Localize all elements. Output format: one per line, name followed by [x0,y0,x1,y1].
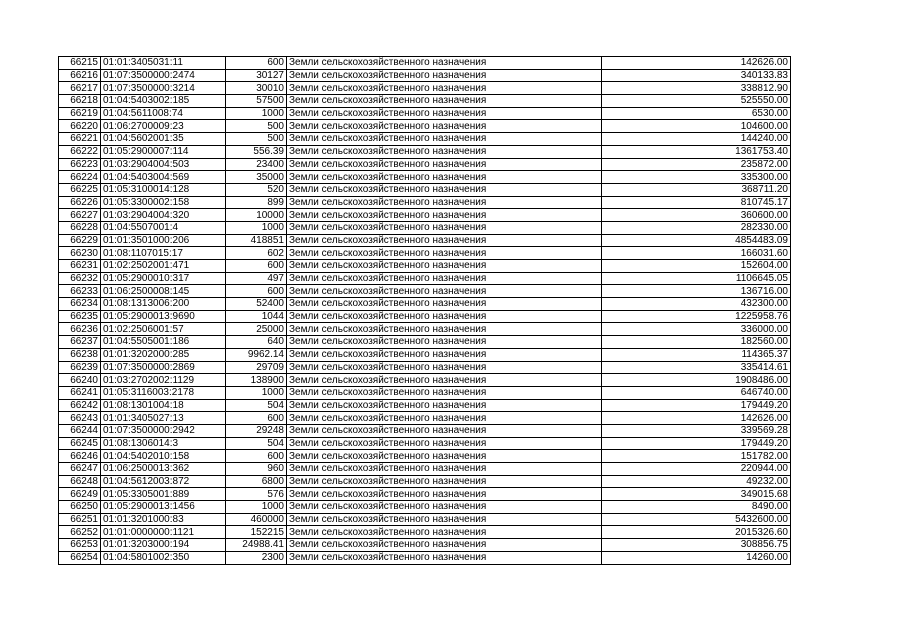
cadastral-cost-cell: 340133.83 [602,69,791,82]
cadastral-cost-cell: 810745.17 [602,196,791,209]
row-number-cell: 66222 [59,145,101,158]
row-number-cell: 66237 [59,336,101,349]
cadastral-number-cell: 01:08:1306014:3 [101,437,226,450]
land-category-cell: Земли сельскохозяйственного назначения [287,234,602,247]
table-row [59,221,791,234]
cadastral-number-cell: 01:01:3202000:285 [101,348,226,361]
area-cell: 600 [226,450,287,463]
cadastral-cost-cell: 5432600.00 [602,513,791,526]
row-number-cell: 66216 [59,69,101,82]
table-row [59,513,791,526]
cadastral-number-cell: 01:07:3500000:2869 [101,361,226,374]
table-row [59,310,791,323]
cadastral-cost-cell: 8490.00 [602,501,791,514]
land-category-cell: Земли сельскохозяйственного назначения [287,209,602,222]
row-number-cell: 66226 [59,196,101,209]
cadastral-cost-cell: 152604.00 [602,260,791,273]
table-body [59,57,791,565]
land-category-cell: Земли сельскохозяйственного назначения [287,323,602,336]
cadastral-number-cell: 01:05:3300002:158 [101,196,226,209]
cadastral-cost-cell: 308856.75 [602,539,791,552]
cadastral-cost-cell: 1361753.40 [602,145,791,158]
row-number-cell: 66228 [59,221,101,234]
cadastral-number-cell: 01:04:5602001:35 [101,133,226,146]
cadastral-cost-cell: 144240.00 [602,133,791,146]
table-row [59,501,791,514]
row-number-cell: 66230 [59,247,101,260]
table-row [59,285,791,298]
area-cell: 1000 [226,221,287,234]
land-category-cell: Земли сельскохозяйственного назначения [287,386,602,399]
table-row [59,107,791,120]
cadastral-number-cell: 01:08:1313006:200 [101,298,226,311]
land-category-cell: Земли сельскохозяйственного назначения [287,260,602,273]
cadastral-number-cell: 01:05:2900010:317 [101,272,226,285]
area-cell: 138900 [226,374,287,387]
cadastral-cost-cell: 182560.00 [602,336,791,349]
area-cell: 497 [226,272,287,285]
table-row [59,374,791,387]
row-number-cell: 66239 [59,361,101,374]
area-cell: 600 [226,285,287,298]
area-cell: 504 [226,437,287,450]
cadastral-cost-cell: 6530.00 [602,107,791,120]
cadastral-number-cell: 01:06:2500008:145 [101,285,226,298]
cadastral-cost-cell: 1908486.00 [602,374,791,387]
cadastral-cost-cell: 646740.00 [602,386,791,399]
row-number-cell: 66233 [59,285,101,298]
land-category-cell: Земли сельскохозяйственного назначения [287,272,602,285]
area-cell: 556.39 [226,145,287,158]
cadastral-cost-cell: 4854483.09 [602,234,791,247]
row-number-cell: 66217 [59,82,101,95]
table-row [59,57,791,70]
table-row [59,133,791,146]
cadastral-cost-cell: 335300.00 [602,171,791,184]
table-row [59,298,791,311]
land-category-cell: Земли сельскохозяйственного назначения [287,551,602,564]
land-category-cell: Земли сельскохозяйственного назначения [287,437,602,450]
table-row [59,336,791,349]
row-number-cell: 66244 [59,424,101,437]
cadastral-number-cell: 01:01:0000000:1121 [101,526,226,539]
land-category-cell: Земли сельскохозяйственного назначения [287,196,602,209]
cadastral-number-cell: 01:02:2506001:57 [101,323,226,336]
area-cell: 500 [226,133,287,146]
table-row [59,69,791,82]
cadastral-number-cell: 01:05:3100014:128 [101,183,226,196]
cadastral-number-cell: 01:05:2900013:1456 [101,501,226,514]
cadastral-cost-cell: 220944.00 [602,463,791,476]
cadastral-cost-cell: 336000.00 [602,323,791,336]
land-category-cell: Земли сельскохозяйственного назначения [287,526,602,539]
land-plots-table [58,56,791,565]
land-category-cell: Земли сельскохозяйственного назначения [287,120,602,133]
table-row [59,145,791,158]
row-number-cell: 66242 [59,399,101,412]
cadastral-number-cell: 01:06:2700009:23 [101,120,226,133]
row-number-cell: 66227 [59,209,101,222]
cadastral-number-cell: 01:05:3305001:889 [101,488,226,501]
cadastral-number-cell: 01:06:2500013:362 [101,463,226,476]
cadastral-number-cell: 01:04:5507001:4 [101,221,226,234]
cadastral-cost-cell: 179449.20 [602,437,791,450]
cadastral-number-cell: 01:04:5402010:158 [101,450,226,463]
area-cell: 23400 [226,158,287,171]
row-number-cell: 66219 [59,107,101,120]
area-cell: 1000 [226,107,287,120]
row-number-cell: 66220 [59,120,101,133]
cadastral-number-cell: 01:07:3500000:3214 [101,82,226,95]
area-cell: 152215 [226,526,287,539]
cadastral-number-cell: 01:03:2904004:320 [101,209,226,222]
area-cell: 602 [226,247,287,260]
cadastral-number-cell: 01:04:5611008:74 [101,107,226,120]
area-cell: 1000 [226,501,287,514]
cadastral-number-cell: 01:04:5505001:186 [101,336,226,349]
cadastral-number-cell: 01:05:3116003:2178 [101,386,226,399]
land-category-cell: Земли сельскохозяйственного назначения [287,285,602,298]
land-category-cell: Земли сельскохозяйственного назначения [287,501,602,514]
row-number-cell: 66238 [59,348,101,361]
cadastral-number-cell: 01:04:5403004:569 [101,171,226,184]
row-number-cell: 66248 [59,475,101,488]
area-cell: 1000 [226,386,287,399]
cadastral-number-cell: 01:08:1107015:17 [101,247,226,260]
row-number-cell: 66246 [59,450,101,463]
area-cell: 500 [226,120,287,133]
cadastral-cost-cell: 235872.00 [602,158,791,171]
cadastral-cost-cell: 339569.28 [602,424,791,437]
cadastral-cost-cell: 114365.37 [602,348,791,361]
table-row [59,247,791,260]
row-number-cell: 66243 [59,412,101,425]
cadastral-number-cell: 01:05:2900007:114 [101,145,226,158]
cadastral-number-cell: 01:01:3405031:11 [101,57,226,70]
land-category-cell: Земли сельскохозяйственного назначения [287,463,602,476]
cadastral-number-cell: 01:01:3405027:13 [101,412,226,425]
table-row [59,475,791,488]
row-number-cell: 66234 [59,298,101,311]
row-number-cell: 66247 [59,463,101,476]
land-category-cell: Земли сельскохозяйственного назначения [287,513,602,526]
area-cell: 24988.41 [226,539,287,552]
area-cell: 57500 [226,95,287,108]
table-row [59,120,791,133]
cadastral-cost-cell: 432300.00 [602,298,791,311]
row-number-cell: 66221 [59,133,101,146]
land-category-cell: Земли сельскохозяйственного назначения [287,298,602,311]
row-number-cell: 66224 [59,171,101,184]
cadastral-cost-cell: 2015326.60 [602,526,791,539]
land-category-cell: Земли сельскохозяйственного назначения [287,310,602,323]
cadastral-cost-cell: 49232.00 [602,475,791,488]
area-cell: 52400 [226,298,287,311]
land-category-cell: Земли сельскохозяйственного назначения [287,412,602,425]
table-row [59,424,791,437]
area-cell: 6800 [226,475,287,488]
area-cell: 600 [226,57,287,70]
land-category-cell: Земли сельскохозяйственного назначения [287,158,602,171]
land-category-cell: Земли сельскохозяйственного назначения [287,95,602,108]
row-number-cell: 66223 [59,158,101,171]
area-cell: 640 [226,336,287,349]
area-cell: 2300 [226,551,287,564]
area-cell: 504 [226,399,287,412]
row-number-cell: 66231 [59,260,101,273]
land-category-cell: Земли сельскохозяйственного назначения [287,82,602,95]
area-cell: 576 [226,488,287,501]
cadastral-number-cell: 01:01:3501000:206 [101,234,226,247]
cadastral-cost-cell: 360600.00 [602,209,791,222]
row-number-cell: 66215 [59,57,101,70]
cadastral-cost-cell: 151782.00 [602,450,791,463]
cadastral-number-cell: 01:01:3201000:83 [101,513,226,526]
area-cell: 899 [226,196,287,209]
area-cell: 960 [226,463,287,476]
row-number-cell: 66240 [59,374,101,387]
cadastral-number-cell: 01:02:2502001:471 [101,260,226,273]
row-number-cell: 66235 [59,310,101,323]
table-row [59,323,791,336]
row-number-cell: 66232 [59,272,101,285]
cadastral-cost-cell: 1106645.05 [602,272,791,285]
row-number-cell: 66253 [59,539,101,552]
cadastral-number-cell: 01:08:1301004:18 [101,399,226,412]
cadastral-number-cell: 01:04:5403002:185 [101,95,226,108]
table-row [59,450,791,463]
row-number-cell: 66254 [59,551,101,564]
area-cell: 460000 [226,513,287,526]
cadastral-number-cell: 01:07:3500000:2942 [101,424,226,437]
row-number-cell: 66252 [59,526,101,539]
table-row [59,260,791,273]
land-category-cell: Земли сельскохозяйственного назначения [287,361,602,374]
table-row [59,412,791,425]
land-category-cell: Земли сельскохозяйственного назначения [287,221,602,234]
land-category-cell: Земли сельскохозяйственного назначения [287,133,602,146]
cadastral-number-cell: 01:04:5801002:350 [101,551,226,564]
land-category-cell: Земли сельскохозяйственного назначения [287,247,602,260]
row-number-cell: 66249 [59,488,101,501]
row-number-cell: 66236 [59,323,101,336]
land-category-cell: Земли сельскохозяйственного назначения [287,57,602,70]
cadastral-cost-cell: 1225958.76 [602,310,791,323]
land-category-cell: Земли сельскохозяйственного назначения [287,488,602,501]
land-category-cell: Земли сельскохозяйственного назначения [287,399,602,412]
row-number-cell: 66251 [59,513,101,526]
cadastral-number-cell: 01:03:2702002:1129 [101,374,226,387]
row-number-cell: 66250 [59,501,101,514]
area-cell: 1044 [226,310,287,323]
table-row [59,348,791,361]
table-row [59,526,791,539]
cadastral-cost-cell: 166031.60 [602,247,791,260]
cadastral-cost-cell: 142626.00 [602,412,791,425]
table-row [59,437,791,450]
cadastral-cost-cell: 282330.00 [602,221,791,234]
table-row [59,551,791,564]
table-row [59,209,791,222]
area-cell: 35000 [226,171,287,184]
table-row [59,361,791,374]
area-cell: 10000 [226,209,287,222]
table-row [59,183,791,196]
cadastral-cost-cell: 179449.20 [602,399,791,412]
cadastral-cost-cell: 368711.20 [602,183,791,196]
land-category-cell: Земли сельскохозяйственного назначения [287,107,602,120]
table-row [59,463,791,476]
cadastral-number-cell: 01:01:3203000:194 [101,539,226,552]
row-number-cell: 66225 [59,183,101,196]
cadastral-cost-cell: 338812.90 [602,82,791,95]
area-cell: 25000 [226,323,287,336]
area-cell: 29248 [226,424,287,437]
cadastral-cost-cell: 142626.00 [602,57,791,70]
table-row [59,82,791,95]
area-cell: 418851 [226,234,287,247]
cadastral-cost-cell: 525550.00 [602,95,791,108]
table-row [59,488,791,501]
table-row [59,171,791,184]
row-number-cell: 66218 [59,95,101,108]
land-category-cell: Земли сельскохозяйственного назначения [287,424,602,437]
land-category-cell: Земли сельскохозяйственного назначения [287,539,602,552]
row-number-cell: 66245 [59,437,101,450]
area-cell: 9962.14 [226,348,287,361]
table-row [59,158,791,171]
land-category-cell: Земли сельскохозяйственного назначения [287,450,602,463]
area-cell: 29709 [226,361,287,374]
cadastral-number-cell: 01:05:2900013:9690 [101,310,226,323]
land-category-cell: Земли сельскохозяйственного назначения [287,374,602,387]
table-row [59,272,791,285]
cadastral-cost-cell: 335414.61 [602,361,791,374]
table-row [59,386,791,399]
cadastral-number-cell: 01:03:2904004:503 [101,158,226,171]
area-cell: 30010 [226,82,287,95]
area-cell: 600 [226,412,287,425]
cadastral-number-cell: 01:04:5612003:872 [101,475,226,488]
land-category-cell: Земли сельскохозяйственного назначения [287,183,602,196]
table-row [59,539,791,552]
cadastral-cost-cell: 349015.68 [602,488,791,501]
land-category-cell: Земли сельскохозяйственного назначения [287,336,602,349]
table-row [59,95,791,108]
land-category-cell: Земли сельскохозяйственного назначения [287,171,602,184]
cadastral-cost-cell: 136716.00 [602,285,791,298]
land-category-cell: Земли сельскохозяйственного назначения [287,475,602,488]
area-cell: 520 [226,183,287,196]
cadastral-cost-cell: 104600.00 [602,120,791,133]
cadastral-cost-cell: 14260.00 [602,551,791,564]
row-number-cell: 66229 [59,234,101,247]
table-row [59,399,791,412]
land-category-cell: Земли сельскохозяйственного назначения [287,145,602,158]
area-cell: 30127 [226,69,287,82]
row-number-cell: 66241 [59,386,101,399]
cadastral-number-cell: 01:07:3500000:2474 [101,69,226,82]
land-category-cell: Земли сельскохозяйственного назначения [287,69,602,82]
land-category-cell: Земли сельскохозяйственного назначения [287,348,602,361]
table-row [59,196,791,209]
table-row [59,234,791,247]
area-cell: 600 [226,260,287,273]
